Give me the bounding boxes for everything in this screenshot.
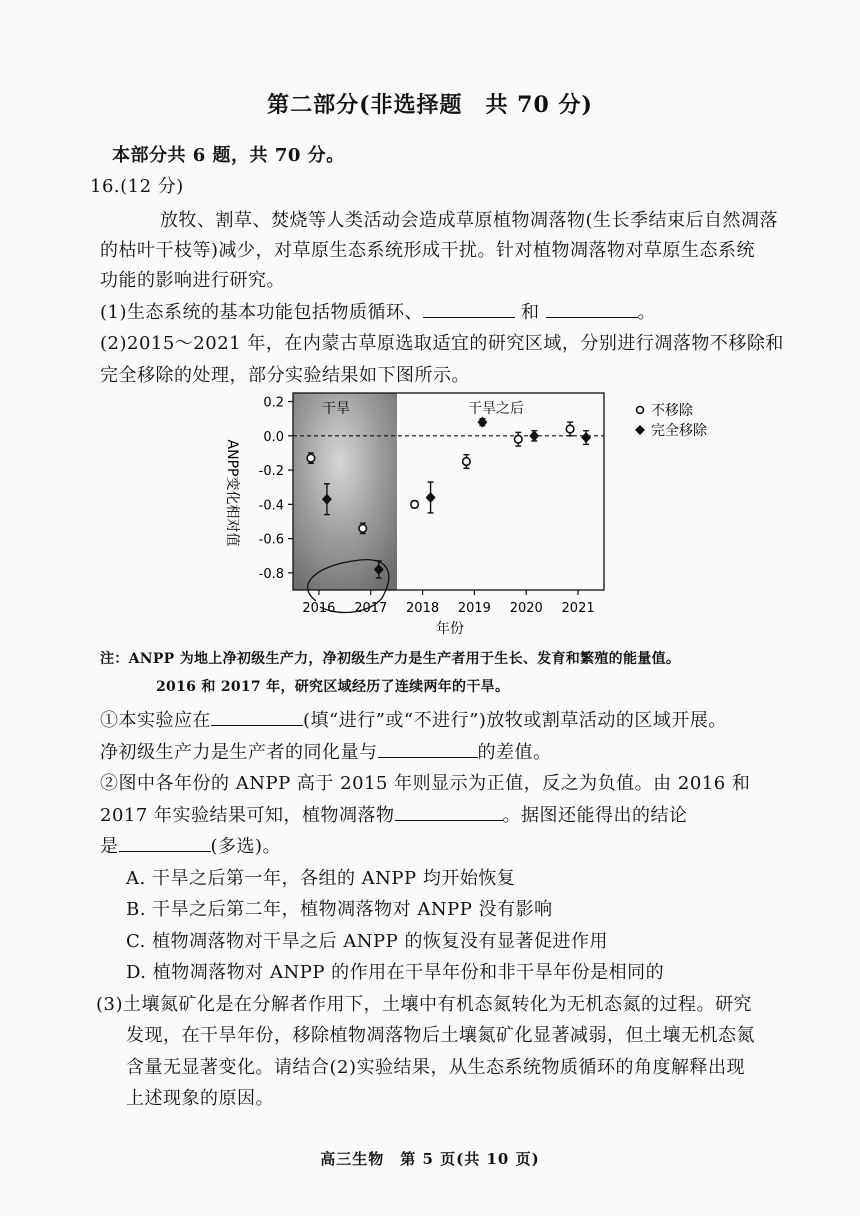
legend [635,403,708,439]
note-line-2: 2016 和 2017 年，研究区域经历了连续两年的干旱。 [156,679,510,695]
answer-blank-6[interactable] [119,835,211,852]
sub2-line-3 [100,832,281,858]
answer-blank-4[interactable] [378,741,478,758]
answer-blank-1[interactable] [423,301,515,318]
sub1-text-c: 净初级生产力是生产者的同化量与 [100,742,378,763]
option-a: A. 干旱之后第一年，各组的 ANPP 均开始恢复 [126,868,516,889]
part2-line-2: 完全移除的处理，部分实验结果如下图所示。 [100,365,470,386]
y-axis [259,396,293,582]
part1-text-a: (1)生态系统的基本功能包括物质循环、 [100,302,423,323]
section-title: 第二部分(非选择题 共 70 分) [267,92,593,118]
page-footer: 高三生物 第 5 页(共 10 页) [320,1150,540,1168]
section-intro: 本部分共 6 题，共 70 分。 [112,145,345,166]
part3-line-4: 上述现象的原因。 [126,1088,274,1109]
sub2-text-b: 。据图还能得出的结论 [502,805,688,826]
y-tick-label: -0.2 [258,464,284,480]
option-c: C. 植物凋落物对干旱之后 ANPP 的恢复没有显著促进作用 [126,931,608,952]
legend-marker-filled-diamond [635,425,645,435]
sub2-text-d: (多选)。 [210,836,282,857]
region-label-drought: 干旱 [322,401,350,417]
sub2-text-a: 2017 年实验结果可知，植物凋落物 [100,805,395,826]
part1-line [100,298,656,324]
data-point-no-removal [307,454,315,462]
data-point-no-removal [359,525,367,533]
region-label-after-drought: 干旱之后 [468,401,524,417]
sub1-text-a: ①本实验应在 [100,710,211,731]
sub1-text-d: 的差值。 [477,742,552,763]
data-point-no-removal [566,425,574,433]
x-axis-label: 年份 [436,621,464,637]
anpp-chart [200,385,740,645]
sub1-line-2 [100,738,552,764]
data-point-full-removal [529,430,539,441]
y-tick-label: 0.0 [263,429,284,445]
y-axis-label: ANPP变化相对值 [224,439,240,547]
x-tick-label: 2020 [509,601,543,616]
sub2-line-2 [100,801,688,827]
legend-marker-open-circle [637,407,644,414]
data-point-full-removal [426,492,436,503]
part3-line-1: (3)土壤氮矿化是在分解者作用下，土壤中有机态氮转化为无机态氮的过程。研究 [96,994,752,1015]
y-tick-label: -0.6 [258,532,284,548]
part2-line-1: (2)2015～2021 年，在内蒙古草原选取适宜的研究区域，分别进行凋落物不移除和 [100,333,784,354]
x-tick-label: 2019 [457,601,491,616]
part1-text-b: 和 [521,302,540,323]
sub2-text-c: 是 [100,836,119,857]
part3-line-3: 含量无显著变化。请结合(2)实验结果，从生态系统物质循环的角度解释出现 [126,1057,745,1078]
stem-line-1: 放牧、割草、焚烧等人类活动会造成草原植物凋落物(生长季结束后自然凋落 [160,210,779,231]
data-point-no-removal [514,435,522,443]
answer-blank-2[interactable] [546,301,638,318]
sub1-text-b: (填“进行”或“不进行”)放牧或割草活动的区域开展。 [303,710,727,731]
y-tick-label: -0.4 [258,498,284,514]
data-point-no-removal [463,458,471,466]
note-line-1: 注：ANPP 为地上净初级生产力，净初级生产力是生产者用于生长、发育和繁殖的能量值。 [100,651,681,667]
option-d: D. 植物凋落物对 ANPP 的作用在干旱年份和非干旱年份是相同的 [126,962,665,983]
option-b: B. 干旱之后第二年，植物凋落物对 ANPP 没有影响 [126,899,553,920]
sub2-line-1: ②图中各年份的 ANPP 高于 2015 年则显示为正值，反之为负值。由 2016 和 [100,773,751,794]
y-tick-label: -0.8 [258,566,284,582]
data-point-full-removal [581,432,591,443]
y-tick-label: 0.2 [263,395,284,411]
answer-blank-3[interactable] [211,709,303,726]
question-header: 16.(12 分) [90,176,184,197]
data-point-no-removal [411,501,419,509]
part1-text-c: 。 [637,302,656,323]
part3-line-2: 发现，在干旱年份，移除植物凋落物后土壤氮矿化显著减弱，但土壤无机态氮 [126,1025,755,1046]
x-tick-label: 2018 [406,601,440,616]
data-point-full-removal [477,417,487,428]
legend-label-0: 不移除 [651,403,693,419]
stem-line-2: 的枯叶干枝等)减少，对草原生态系统形成干扰。针对植物凋落物对草原生态系统 [100,240,756,261]
sub1-line-1 [100,706,727,732]
legend-label-1: 完全移除 [651,423,707,439]
answer-blank-5[interactable] [395,804,503,821]
x-tick-label: 2021 [561,601,595,616]
x-tick-label: 2016 [302,601,336,616]
x-tick-label: 2017 [354,601,388,616]
stem-line-3: 功能的影响进行研究。 [100,270,285,291]
